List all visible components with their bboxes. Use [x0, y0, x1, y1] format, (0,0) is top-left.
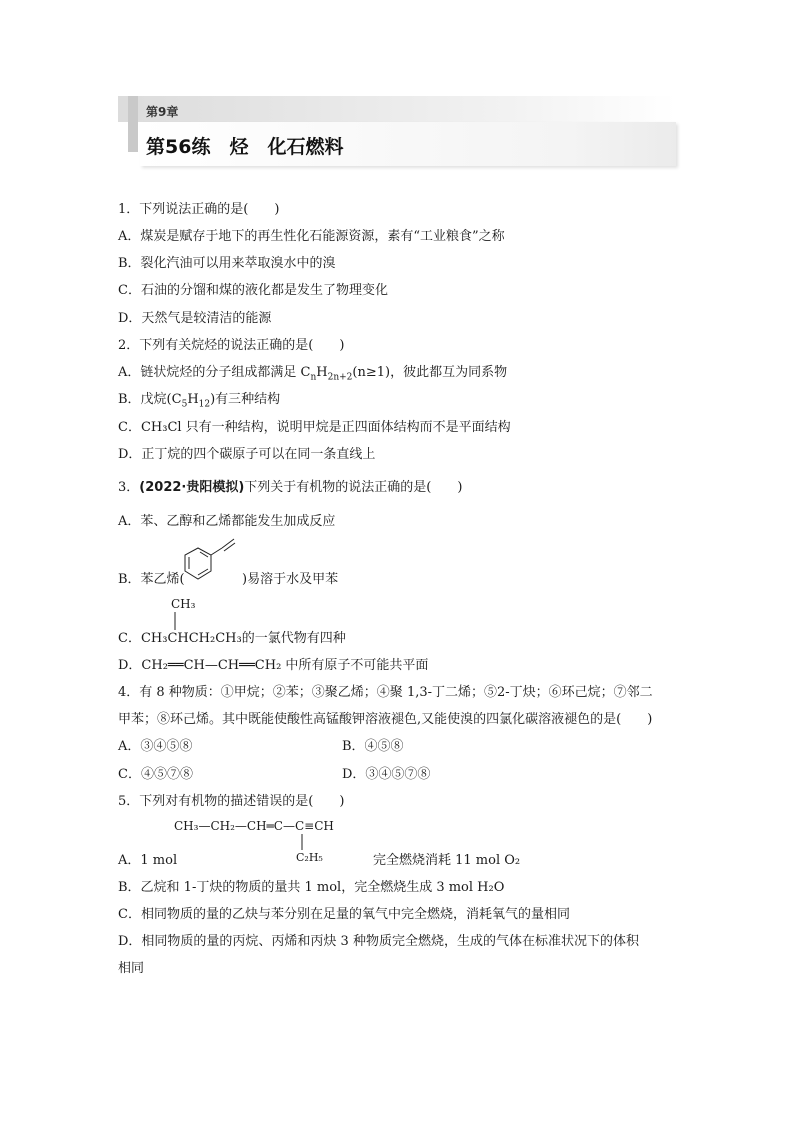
lesson-title: 第56练 烃 化石燃料	[146, 136, 344, 158]
q3-option-a: A．苯、乙醇和乙烯都能发生加成反应	[118, 514, 336, 529]
q3-c-post: 的一氯代物有四种	[241, 631, 346, 646]
q1-option-d: D．天然气是较清洁的能源	[118, 311, 272, 326]
chapter-label: 第9章	[146, 105, 179, 119]
q2-option-c: C．CH₃Cl 只有一种结构，说明甲烷是正四面体结构而不是平面结构	[118, 420, 511, 435]
q3-number: 3．	[118, 480, 140, 495]
q3-option-d: D．CH₂══CH—CH══CH₂ 中所有原子不可能共平面	[118, 658, 429, 673]
q5-stem: 5．下列对有机物的描述错误的是( )	[118, 794, 345, 809]
q2-b-sub2: 12	[198, 399, 211, 410]
banner-strip	[118, 96, 676, 122]
chapter-banner	[118, 96, 676, 194]
q3-stem	[118, 479, 462, 497]
q2-b-sub1: 5	[181, 399, 188, 410]
q1-option-b: B．裂化汽油可以用来萃取溴水中的溴	[118, 256, 336, 271]
banner-tab	[128, 96, 138, 152]
q5-a-bond	[301, 834, 305, 850]
q3-c-label: C．	[118, 631, 141, 646]
q2-b-post: )有三种结构	[210, 392, 281, 407]
q1-option-c: C．石油的分馏和煤的液化都是发生了物理变化	[118, 283, 388, 298]
styrene-structure	[184, 538, 242, 594]
q5-option-a-pre: A．1 mol	[118, 853, 178, 868]
q3-c-chain: CH₃CHCH₂CH₃	[140, 631, 242, 646]
q5-option-b: B．乙烷和 1-丁炔的物质的量共 1 mol，完全燃烧生成 3 mol H₂O	[118, 880, 505, 895]
q2-a-text: A．链状烷烃的分子组成都满足 C	[118, 365, 311, 380]
q2-a-h: H	[316, 365, 328, 380]
q4-option-a: A．③④⑤⑧	[118, 739, 193, 754]
q2-stem: 2．下列有关烷烃的说法正确的是( )	[118, 338, 345, 353]
q5-option-a-post: 完全燃烧消耗 11 mol O₂	[373, 853, 521, 868]
q4-option-b: B．④⑤⑧	[342, 739, 404, 754]
q4-option-d: D．③④⑤⑦⑧	[342, 767, 431, 782]
q4-stem-line1: 4．有 8 种物质：①甲烷；②苯；③聚乙烯；④聚 1,3-丁二烯；⑤2-丁炔；⑥环己烷；⑦邻二	[118, 685, 653, 700]
q2-a-condition: (n≥1)	[352, 365, 391, 380]
q5-option-c: C．相同物质的量的乙炔与苯分别在足量的氧气中完全燃烧，消耗氧气的量相同	[118, 907, 570, 922]
q5-option-d-cont: 相同	[118, 961, 145, 976]
q3-c-methyl: CH₃	[171, 597, 196, 611]
q5-a-branch: C₂H₅	[296, 851, 323, 864]
q2-a-sub-n: n	[310, 372, 317, 383]
q2-b-mid: H	[187, 392, 199, 407]
q5-a-formula: CH₃—CH₂—CH═C—C≡CH	[174, 819, 334, 833]
q1-stem: 1．下列说法正确的是( )	[118, 202, 280, 217]
q2-option-a	[118, 364, 507, 387]
q3-source-tag: (2022·贵阳模拟)	[139, 480, 245, 495]
q4-option-c: C．④⑤⑦⑧	[118, 767, 193, 782]
q3-stem-text: 下列关于有机物的说法正确的是( )	[244, 480, 463, 495]
q2-option-d: D．正丁烷的四个碳原子可以在同一条直线上	[118, 447, 376, 462]
q4-stem-line2: 甲苯；⑧环己烯。其中既能使酸性高锰酸钾溶液褪色,又能使溴的四氯化碳溶液褪色的是( )	[118, 712, 653, 727]
q2-option-b	[118, 391, 280, 414]
q2-a-sub-2n2: 2n+2	[327, 372, 353, 383]
q3-c-bond	[174, 612, 178, 630]
q3-option-b-pre: B．苯乙烯(	[118, 572, 185, 587]
q5-option-d: D．相同物质的量的丙烷、丙烯和丙炔 3 种物质完全燃烧，生成的气体在标准状况下的体积	[118, 934, 639, 949]
q3-option-c	[118, 630, 346, 648]
q1-option-a: A．煤炭是赋存于地下的再生性化石能源资源，素有“工业粮食”之称	[118, 229, 505, 244]
q2-b-pre: B．戊烷(C	[118, 392, 182, 407]
q2-a-post: ，彼此都互为同系物	[390, 365, 508, 380]
q3-option-b-post: )易溶于水及甲苯	[242, 572, 339, 587]
